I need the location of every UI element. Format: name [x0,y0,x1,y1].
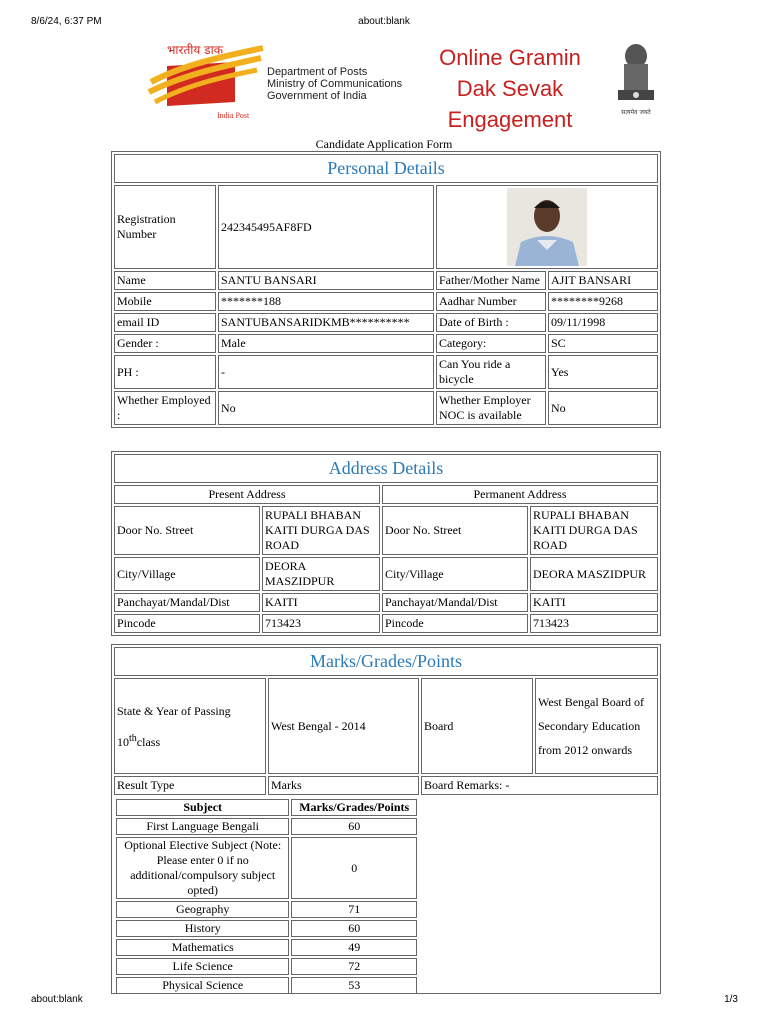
national-emblem-icon [612,40,660,120]
present-door-label: Door No. Street [114,506,260,555]
registration-label: Registration Number [114,185,216,269]
permanent-address-header: Permanent Address [382,485,658,504]
subject-marks: 0 [291,837,417,899]
result-type-value: Marks [268,776,419,795]
table-row [116,837,417,899]
dob-label: Date of Birth : [436,313,546,332]
bicycle-value: Yes [548,355,658,389]
table-row [116,818,417,835]
dept-line-2: Ministry of Communications [267,78,403,90]
employed-value: No [218,391,434,425]
print-datetime: 8/6/24, 6:37 PM [31,16,102,27]
class-suffix: th [129,732,137,744]
subject-name: Optional Elective Subject (Note: Please enter 0 if no additional/compulsory subject opted) [116,837,289,899]
board-value: West Bengal Board of Secondary Education from 2012 onwards [535,678,658,774]
ph-value: - [218,355,434,389]
present-pincode-label: Pincode [114,614,260,633]
footer-url: about:blank [31,994,83,1005]
email-label: email ID [114,313,216,332]
class-number: 10 [117,734,129,749]
india-post-logo [145,42,265,122]
emblem-motto: सत्यमेव जयते [621,109,651,116]
present-panchayat-label: Panchayat/Mandal/Dist [114,593,260,612]
page-number: 1/3 [724,994,738,1005]
gender-label: Gender : [114,334,216,353]
subject-name: Geography [116,901,289,918]
permanent-door-value: RUPALI BHABAN KAITI DURGA DAS ROAD [530,506,658,555]
result-type-label: Result Type [114,776,266,795]
subject-name: First Language Bengali [116,818,289,835]
marks-title: Marks/Grades/Points [114,647,658,676]
subject-name: History [116,920,289,937]
print-header [0,16,768,30]
permanent-panchayat-label: Panchayat/Mandal/Dist [382,593,528,612]
category-value: SC [548,334,658,353]
table-row [116,977,417,994]
subject-marks: 53 [291,977,417,994]
engagement-banner [420,42,600,135]
bicycle-label: Can You ride a bicycle [436,355,546,389]
subject-marks: 49 [291,939,417,956]
present-city-value: DEORA MASZIDPUR [262,557,380,591]
permanent-city-value: DEORA MASZIDPUR [530,557,658,591]
banner-line-1: Online Gramin [439,45,581,70]
employed-label: Whether Employed : [114,391,216,425]
state-year-value: West Bengal - 2014 [268,678,419,774]
email-value: SANTUBANSARIDKMB********** [218,313,434,332]
banner-line-3: Engagement [447,107,573,132]
permanent-pincode-value: 713423 [530,614,658,633]
empty-cell [421,797,658,994]
state-year-label [114,678,266,774]
aadhar-value: ********9268 [548,292,658,311]
subject-name: Life Science [116,958,289,975]
ph-label: PH : [114,355,216,389]
address-details-title: Address Details [114,454,658,483]
class-text: class [136,734,161,749]
print-footer [0,994,768,1008]
banner-line-2: Dak Sevak [456,76,564,101]
subject-name: Mathematics [116,939,289,956]
registration-value: 242345495AF8FD [218,185,434,269]
permanent-pincode-label: Pincode [382,614,528,633]
marks-section [111,644,661,994]
permanent-city-label: City/Village [382,557,528,591]
present-address-header: Present Address [114,485,380,504]
board-remarks: Board Remarks: - [421,776,658,795]
present-city-label: City/Village [114,557,260,591]
subject-marks: 60 [291,920,417,937]
name-label: Name [114,271,216,290]
subject-name: Physical Science [116,977,289,994]
permanent-door-label: Door No. Street [382,506,528,555]
dept-line-3: Government of India [267,90,367,102]
photo-cell [436,185,658,269]
father-name-value: AJIT BANSARI [548,271,658,290]
permanent-panchayat-value: KAITI [530,593,658,612]
logo-hindi-text: भारतीय डाक [167,43,223,57]
table-row [116,901,417,918]
aadhar-label: Aadhar Number [436,292,546,311]
dob-value: 09/11/1998 [548,313,658,332]
present-pincode-value: 713423 [262,614,380,633]
logo-india-post-text: India Post [217,111,250,120]
table-row [116,958,417,975]
mobile-value: *******188 [218,292,434,311]
personal-details-title: Personal Details [114,154,658,183]
noc-label: Whether Employer NOC is available [436,391,546,425]
table-row [116,920,417,937]
present-door-value: RUPALI BHABAN KAITI DURGA DAS ROAD [262,506,380,555]
subject-marks: 71 [291,901,417,918]
department-text [267,66,402,102]
subject-marks-table [114,797,419,994]
marks-header: Marks/Grades/Points [291,799,417,816]
board-label: Board [421,678,533,774]
mobile-label: Mobile [114,292,216,311]
candidate-photo [507,188,587,266]
present-panchayat-value: KAITI [262,593,380,612]
state-year-label-text: State & Year of Passing [117,703,231,718]
gender-value: Male [218,334,434,353]
category-label: Category: [436,334,546,353]
name-value: SANTU BANSARI [218,271,434,290]
subject-header: Subject [116,799,289,816]
father-name-label: Father/Mother Name [436,271,546,290]
personal-details-section [111,151,661,428]
subject-table-cell [114,797,419,994]
table-row [116,939,417,956]
dept-line-1: Department of Posts [267,66,368,78]
form-title: Candidate Application Form [315,137,453,151]
subject-marks: 60 [291,818,417,835]
print-url: about:blank [358,16,410,27]
subject-marks: 72 [291,958,417,975]
noc-value: No [548,391,658,425]
address-details-section [111,451,661,636]
